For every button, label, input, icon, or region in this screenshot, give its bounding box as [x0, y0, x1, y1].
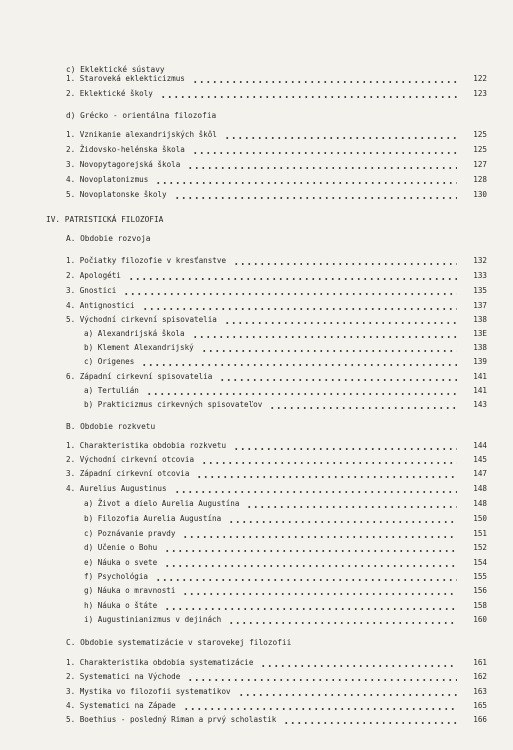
toc-entry-title: 3. Gnostici — [66, 286, 117, 295]
toc-entry — [66, 700, 487, 712]
toc-entry-title: i) Augustinianizmus v dejinách — [84, 615, 222, 624]
toc-entry-title: 1. Staroveká eklekticizmus — [66, 74, 185, 83]
toc-entry — [84, 600, 487, 612]
dot-leader — [228, 521, 457, 523]
toc-entry-title: 2. Východní cirkevní otcovia — [66, 455, 195, 464]
toc-entry — [84, 342, 487, 354]
toc-entry-title: f) Psychológia — [84, 572, 149, 581]
toc-entry-title: 4. Aurelius Augustinus — [66, 484, 167, 493]
dot-leader — [141, 364, 457, 366]
dot-leader — [238, 694, 457, 696]
toc-entry-title: 1. Charakteristika obdobia systematizácie — [66, 658, 254, 667]
toc-page-number: 138 — [473, 343, 487, 352]
dot-leader — [183, 708, 457, 710]
dot-leader — [160, 96, 457, 98]
dot-leader — [283, 722, 457, 724]
toc-entry-title: 2. Židovsko-helénska škola — [66, 145, 185, 154]
toc-page-number: 161 — [473, 658, 487, 667]
toc-entry — [66, 686, 487, 698]
toc-entry — [84, 557, 487, 569]
dot-leader — [224, 137, 457, 139]
toc-page-number: 145 — [473, 455, 487, 464]
toc-entry-title: 5. Boethius - posledný Riman a prvý scholastik — [66, 715, 277, 724]
toc-entry — [66, 174, 487, 186]
dot-leader — [246, 506, 457, 508]
toc-heading-text: IV. PATRISTICKÁ FILOZOFIA — [46, 215, 164, 224]
toc-page-number: 130 — [473, 190, 487, 199]
toc-entry-title: 5. Novoplatonske školy — [66, 190, 167, 199]
dot-leader — [123, 293, 457, 295]
toc-entry — [84, 528, 487, 540]
toc-page-number: 141 — [473, 372, 487, 381]
toc-entry — [84, 385, 487, 397]
dot-leader — [128, 278, 457, 280]
toc-page-number: 165 — [473, 701, 487, 710]
toc-heading-text: d) Grécko - orientálna filozofia — [66, 111, 217, 120]
toc-page-number: 133 — [473, 271, 487, 280]
dot-leader — [174, 491, 457, 493]
toc-entry — [66, 129, 487, 141]
toc-entry — [66, 440, 487, 452]
toc-entry-title: 3. Mystika vo filozofii systematikov — [66, 687, 231, 696]
toc-page-number: 160 — [473, 615, 487, 624]
toc-entry-title: a) Alexandrijská škola — [84, 329, 185, 338]
dot-leader — [146, 393, 457, 395]
toc-page-number: 148 — [473, 484, 487, 493]
toc-entry — [66, 255, 487, 267]
toc-entry — [66, 371, 487, 383]
toc-heading — [66, 233, 487, 245]
toc-heading — [66, 421, 487, 433]
toc-heading-text: A. Obdobie rozvoja — [66, 234, 151, 243]
toc-page-number: 156 — [473, 586, 487, 595]
toc-entry — [66, 468, 487, 480]
toc-entry-title: c) Origenes — [84, 357, 135, 366]
dot-leader — [187, 167, 457, 169]
toc-entry-title: 2. Eklektické školy — [66, 89, 153, 98]
toc-page-number: 158 — [473, 601, 487, 610]
toc-entry-title: b) Filozofia Aurelia Augustína — [84, 514, 222, 523]
toc-page-number: 127 — [473, 160, 487, 169]
toc-page-number: 143 — [473, 400, 487, 409]
toc-heading — [46, 214, 487, 226]
toc-entry-title: 1. Charakteristika obdobia rozkvetu — [66, 441, 227, 450]
toc-page-number: 162 — [473, 672, 487, 681]
toc-entry-title: 2. Systematici na Východe — [66, 672, 181, 681]
toc-entry-title: c) Poznávanie pravdy — [84, 529, 176, 538]
toc-entry-title: 1. Vznikanie alexandrijských škôl — [66, 130, 217, 139]
toc-entry — [66, 73, 487, 85]
toc-page-number: 128 — [473, 175, 487, 184]
dot-leader — [219, 379, 457, 381]
toc-entry-title: b) Prakticizmus cirkevných spisovateľov — [84, 400, 263, 409]
toc-heading-text: c) Eklektické sústavy — [66, 65, 165, 74]
toc-page-number: 139 — [473, 357, 487, 366]
dot-leader — [187, 679, 457, 681]
toc-page-number: 163 — [473, 687, 487, 696]
toc-page-number: 144 — [473, 441, 487, 450]
dot-leader — [196, 476, 457, 478]
toc-entry-title: a) Život a dielo Aurelia Augustína — [84, 499, 240, 508]
toc-page-number: 122 — [473, 74, 487, 83]
toc-entry — [84, 328, 487, 340]
toc-entry — [66, 159, 487, 171]
toc-page-number: 147 — [473, 469, 487, 478]
toc-page-number: 138 — [473, 315, 487, 324]
toc-entry — [66, 270, 487, 282]
toc-entry-title: e) Náuka o svete — [84, 558, 158, 567]
toc-page-number: 135 — [473, 286, 487, 295]
dot-leader — [182, 593, 457, 595]
toc-page-number: 155 — [473, 572, 487, 581]
toc-entry-title: 4. Systematici na Západe — [66, 701, 176, 710]
dot-leader — [142, 308, 457, 310]
toc-page-number: 137 — [473, 301, 487, 310]
toc-entry — [84, 513, 487, 525]
dot-leader — [269, 407, 457, 409]
toc-entry-title: 1. Počiatky filozofie v kresťanstve — [66, 256, 227, 265]
dot-leader — [233, 263, 457, 265]
toc-entry — [66, 189, 487, 201]
dot-leader — [174, 197, 457, 199]
dot-leader — [164, 565, 457, 567]
toc-page-number: 154 — [473, 558, 487, 567]
toc-entry-title: d) Učenie o Bohu — [84, 543, 158, 552]
toc-entry-title: 3. Západní cirkevní otcovia — [66, 469, 190, 478]
dot-leader — [228, 622, 457, 624]
dot-leader — [155, 182, 457, 184]
toc-entry — [66, 657, 487, 669]
toc-entry — [66, 714, 487, 726]
toc-page-number: 141 — [473, 386, 487, 395]
toc-heading-text: C. Obdobie systematizácie v starovekej filozofii — [66, 638, 292, 647]
toc-page-number: 125 — [473, 145, 487, 154]
toc-entry-title: 4. Antignostici — [66, 301, 135, 310]
toc-page-number: 13E — [473, 329, 487, 338]
toc-page-number: 132 — [473, 256, 487, 265]
dot-leader — [233, 448, 457, 450]
toc-page-number: 152 — [473, 543, 487, 552]
toc-page-number: 150 — [473, 514, 487, 523]
toc-entry-title: 6. Západní cirkevní spisovatelia — [66, 372, 213, 381]
toc-entry-title: h) Náuka o štáte — [84, 601, 158, 610]
toc-entry — [66, 88, 487, 100]
toc-entry — [66, 483, 487, 495]
toc-entry — [84, 614, 487, 626]
toc-entry-title: 5. Východní cirkevní spisovatelia — [66, 315, 217, 324]
toc-entry — [66, 300, 487, 312]
toc-entry — [84, 585, 487, 597]
toc-entry — [66, 314, 487, 326]
dot-leader — [201, 462, 457, 464]
dot-leader — [164, 550, 457, 552]
toc-page-number: 148 — [473, 499, 487, 508]
toc-entry — [66, 285, 487, 297]
toc-entry-title: 3. Novopytagorejská škola — [66, 160, 181, 169]
toc-heading — [66, 637, 487, 649]
dot-leader — [260, 665, 457, 667]
dot-leader — [192, 152, 457, 154]
toc-entry-title: g) Náuka o mravnosti — [84, 586, 176, 595]
toc-entry — [84, 542, 487, 554]
toc-page-number: 151 — [473, 529, 487, 538]
toc-entry-title: b) Klement Alexandrijský — [84, 343, 194, 352]
toc-entry-title: 4. Novoplatonizmus — [66, 175, 149, 184]
toc-entry — [84, 356, 487, 368]
dot-leader — [164, 608, 457, 610]
dot-leader — [192, 336, 457, 338]
dot-leader — [201, 350, 457, 352]
toc-entry-title: a) Tertulián — [84, 386, 139, 395]
toc-heading — [66, 110, 487, 122]
dot-leader — [192, 81, 457, 83]
dot-leader — [155, 579, 457, 581]
dot-leader — [182, 536, 457, 538]
toc-entry — [66, 144, 487, 156]
toc-page-number: 123 — [473, 89, 487, 98]
toc-entry — [66, 671, 487, 683]
toc-entry-title: 2. Apologéti — [66, 271, 121, 280]
toc-page-number: 166 — [473, 715, 487, 724]
toc-page-number: 125 — [473, 130, 487, 139]
toc-entry — [84, 399, 487, 411]
toc-entry — [84, 498, 487, 510]
dot-leader — [224, 322, 457, 324]
toc-entry — [66, 454, 487, 466]
toc-heading-text: B. Obdobie rozkvetu — [66, 422, 156, 431]
toc-entry — [84, 571, 487, 583]
